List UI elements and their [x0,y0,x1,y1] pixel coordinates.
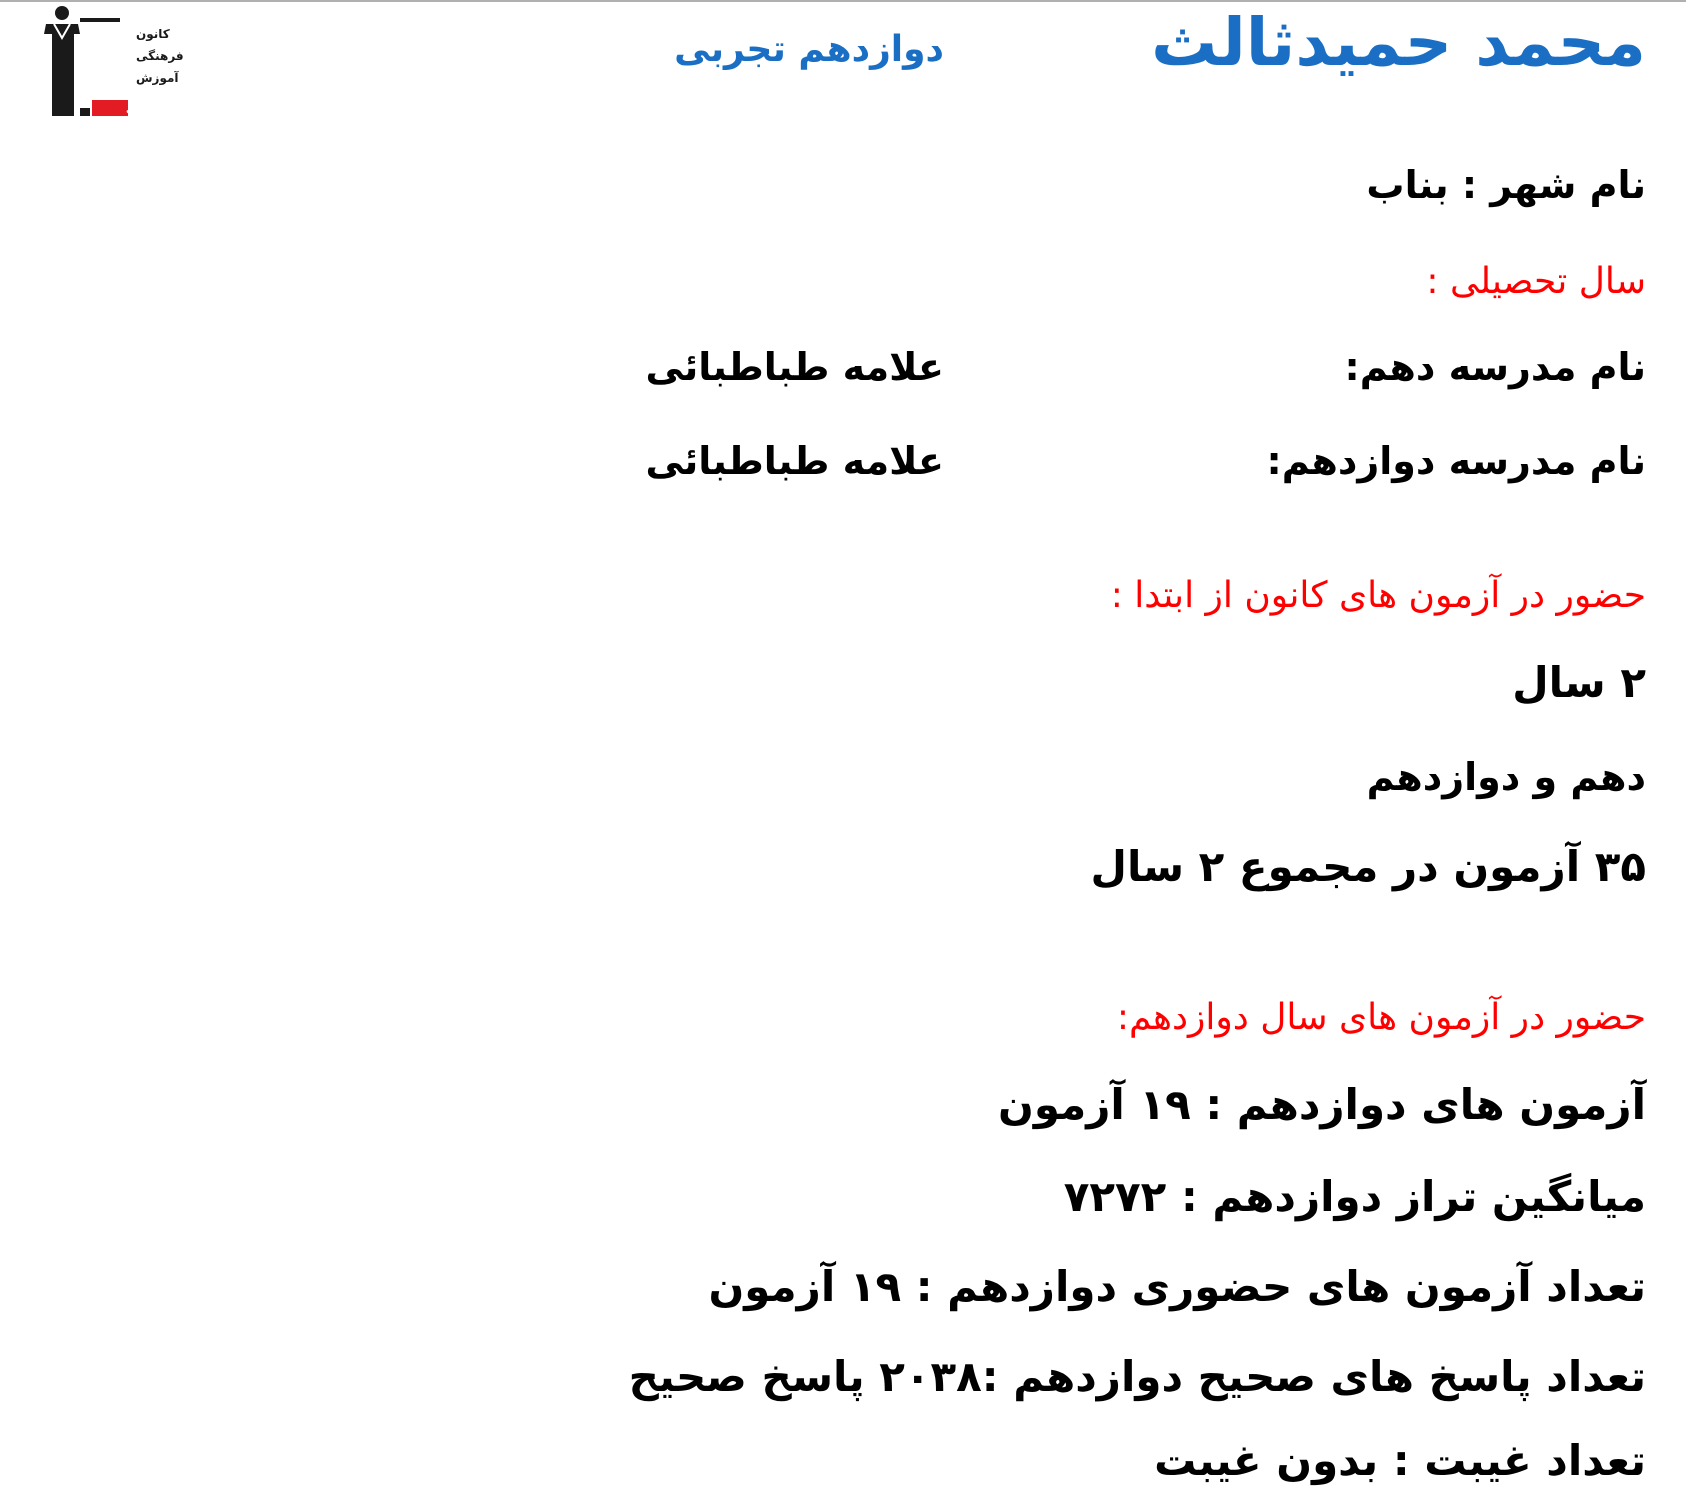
logo-text-2: فرهنگی [136,49,184,63]
absences-line: تعداد غیبت : بدون غیبت [1154,1436,1646,1485]
grade-title: دوازدهم تجربی [674,29,944,70]
attendance-12-label: حضور در آزمون های سال دوازدهم: [1116,997,1646,1038]
attendance-grades: دهم و دوازدهم [1366,755,1646,799]
city-line: نام شهر : بناب [1366,163,1646,207]
student-name-title: محمد حمیدثالث [1151,4,1646,81]
attendance-since-start-label: حضور در آزمون های کانون از ابتدا : [1110,575,1646,616]
attendance-years: ۲ سال [1512,658,1646,707]
logo-text-4: قلم چی [126,102,170,115]
exams-12-line: آزمون های دوازدهم : ۱۹ آزمون [998,1080,1646,1129]
logo-text-3: آموزش [136,71,179,85]
correct-answers-line: تعداد پاسخ های صحیح دوازدهم :۲۰۳۸ پاسخ صحیح [628,1352,1646,1401]
school-12-value: علامه طباطبائی [645,439,944,483]
academic-year-label: سال تحصیلی : [1426,261,1646,302]
school-10-value: علامه طباطبائی [645,345,944,389]
kanoon-logo-icon [40,4,184,120]
school-10-label: نام مدرسه دهم: [1344,345,1646,389]
logo-text-1: کانون [136,27,170,41]
avg-score-12-line: میانگین تراز دوازدهم : ۷۲۷۲ [1063,1172,1646,1221]
top-rule [0,0,1686,2]
school-12-label: نام مدرسه دوازدهم: [1266,439,1646,483]
in-person-exams-line: تعداد آزمون های حضوری دوازدهم : ۱۹ آزمون [708,1262,1646,1311]
attendance-total-exams: ۳۵ آزمون در مجموع ۲ سال [1090,842,1646,891]
